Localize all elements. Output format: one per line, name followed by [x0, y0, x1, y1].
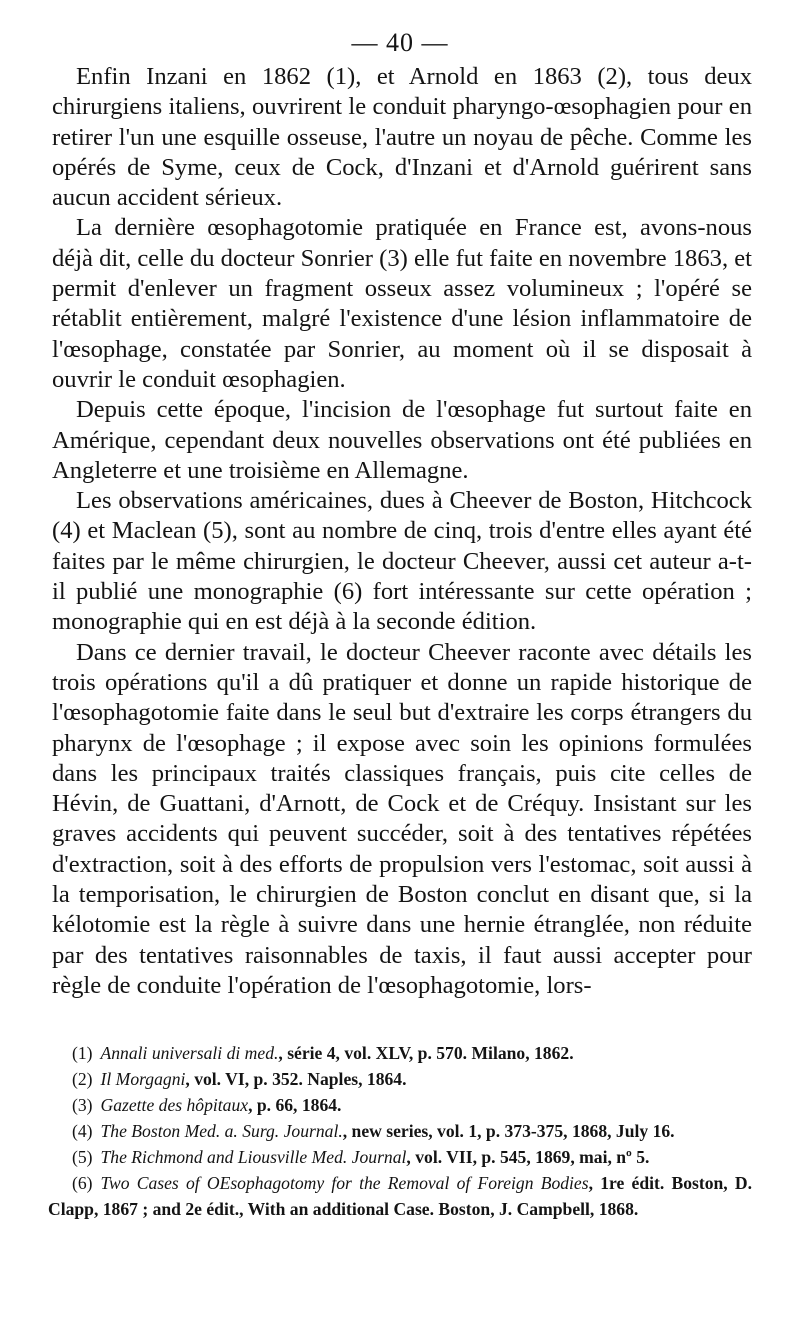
- paragraph: Les observations américaines, dues à Cheever de Boston, Hitchcock (4) et Maclean (5), sont au nombre de cinq, trois d'entre elles ayant été faites par le même chirurgien, le docteur Cheever, aussi cet auteur a-t-il publié une monographie (6) fort intéressante sur cette opération ; monographie qui en est déjà à la seconde édition.: [52, 487, 752, 636]
- footnote-reference-title: The Richmond and Liousville Med. Journal: [100, 1147, 407, 1167]
- footnote-details: , p. 66, 1864.: [248, 1095, 342, 1115]
- footnote-reference-title: The Boston Med. a. Surg. Journal.: [100, 1121, 343, 1141]
- footnote-number: (6): [72, 1173, 93, 1193]
- footnote: [48, 1092, 752, 1118]
- footnote-reference-title: Gazette des hôpitaux: [100, 1095, 249, 1115]
- paragraph: Dans ce dernier travail, le docteur Cheever raconte avec détails les trois opérations qu'il a dû pratiquer et donne un rapide historique de l'œsophagotomie faite dans le seul but d'extraire les corps étrangers du pharynx de l'œsophage ; il expose avec soin les opinions formulées dans les principaux traités classiques français, puis cite celles de Hévin, de Guattani, d'Arnott, de Cock et de Créquy. Insistant sur les graves accidents qui peuvent succéder, soit à des tentatives répétées d'extraction, soit à des efforts de propulsion vers l'estomac, soit aussi à la temporisation, le chirurgien de Boston conclut en disant que, si la kélotomie est la règle à suivre dans une hernie étranglée, non réduite par des tentatives raisonnables de taxis, il faut aussi accepter pour règle de conduite l'opération de l'œsophagotomie, lors-: [52, 638, 752, 999]
- footnote: [48, 1040, 752, 1066]
- page-number: — 40 —: [351, 28, 449, 57]
- footnote: [48, 1066, 752, 1092]
- footnote-reference-title: Two Cases of OEsophagotomy for the Removal of Foreign Bodies: [100, 1173, 589, 1193]
- footnote-number: (2): [72, 1069, 93, 1089]
- footnotes: [48, 1040, 752, 1222]
- footnote-number: (5): [72, 1147, 93, 1167]
- footnote-details: , new series, vol. 1, p. 373-375, 1868, July 16.: [342, 1121, 675, 1141]
- footnote-reference-title: Il Morgagni: [100, 1069, 186, 1089]
- main-text: [52, 62, 752, 1001]
- footnote-details: , 1re édit. Boston, D. Clapp, 1867 ; and 2e édit., With an additional Case. Boston, J. Campbell, 1868.: [48, 1173, 752, 1219]
- footnote: [48, 1170, 752, 1222]
- footnote-details: , série 4, vol. XLV, p. 570. Milano, 1862.: [278, 1043, 574, 1063]
- paragraph: Enfin Inzani en 1862 (1), et Arnold en 1863 (2), tous deux chirurgiens italiens, ouvrirent le conduit pharyngo-œsophagien pour en retirer l'un une esquille osseuse, l'autre un noyau de pêche. Comme les opérés de Syme, ceux de Cock, d'Inzani et d'Arnold guérirent sans aucun accident sérieux.: [52, 63, 752, 212]
- paragraph: La dernière œsophagotomie pratiquée en France est, avons-nous déjà dit, celle du docteur Sonrier (3) elle fut faite en novembre 1863, et permit d'enlever un fragment osseux assez volumineux ; l'opéré se rétablit entièrement, malgré l'existence d'une lésion inflammatoire de l'œsophage, constatée par Sonrier, au moment où il se disposait à ouvrir le conduit œsophagien.: [52, 214, 752, 393]
- footnote-details: , vol. VI, p. 352. Naples, 1864.: [185, 1069, 407, 1089]
- paragraph: Depuis cette époque, l'incision de l'œsophage fut surtout faite en Amérique, cependant deux nouvelles observations ont été publiées en Angleterre et une troisième en Allemagne.: [52, 396, 752, 484]
- footnote: [48, 1144, 752, 1170]
- footnote-reference-title: Annali universali di med.: [100, 1043, 279, 1063]
- footnote-number: (4): [72, 1121, 93, 1141]
- footnote-details: , vol. VII, p. 545, 1869, mai, nº 5.: [406, 1147, 650, 1167]
- footnote-number: (1): [72, 1043, 93, 1063]
- footnote: [48, 1118, 752, 1144]
- footnote-number: (3): [72, 1095, 93, 1115]
